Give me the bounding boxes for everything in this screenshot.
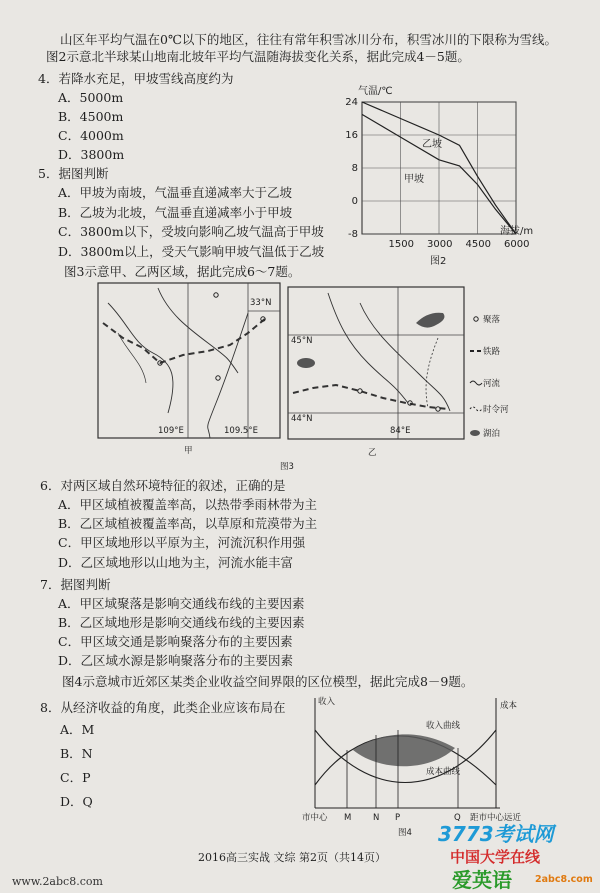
q6-option-c: C．甲区域地形以平原为主，河流沉积作用强 (58, 535, 306, 550)
fig2-xtick-0: 1500 (388, 239, 414, 250)
legend-lake: 湖泊 (483, 429, 501, 439)
fig4-income-label: 收入曲线 (426, 721, 461, 731)
fig2-ylabel: 气温/℃ (358, 86, 393, 97)
q8-option-c: C．P (60, 770, 91, 785)
q5-option-a: A．甲坡为南坡，气温垂直递减率大于乙坡 (58, 185, 293, 200)
q6-option-b: B．乙区域植被覆盖率高，以草原和荒漠带为主 (58, 516, 318, 531)
fig2-ytick-0: 24 (345, 97, 358, 108)
fig2-ytick-1: 16 (345, 130, 358, 141)
q8-option-a: A．M (60, 722, 95, 737)
watermark-right-top: 3773考试网 (438, 822, 554, 846)
map-a-river-3 (208, 313, 248, 438)
q5-option-c: C．3800m以下，受坡向影响乙坡气温高于甲坡 (58, 224, 324, 239)
legend-river-symbol (470, 381, 482, 385)
fig2-caption: 图2 (430, 256, 447, 267)
map-a-lat-label: 33°N (250, 298, 272, 308)
map-b-label: 乙 (368, 448, 377, 458)
q5-option-d: D．3800m以上，受天气影响甲坡气温低于乙坡 (58, 244, 325, 259)
q4-stem: 4．若降水充足，甲坡雪线高度约为 (38, 71, 234, 86)
q6-stem: 6．对两区域自然环境特征的叙述，正确的是 (40, 478, 286, 493)
page-footer: 2016高三实战 文综 第2页（共14页） (198, 851, 386, 864)
map-a-label: 甲 (184, 446, 193, 456)
q6-option-a: A．甲区域植被覆盖率高，以热带季雨林带为主 (58, 497, 318, 512)
map-b-lake-2 (416, 313, 444, 328)
fig3-intro: 图3示意甲、乙两区域，据此完成6～7题。 (64, 264, 301, 279)
map-a-settlement-2 (216, 376, 220, 380)
map-a-river-1 (108, 303, 173, 413)
legend-seasonal-river: 时令河 (483, 405, 509, 415)
legend-river: 河流 (483, 379, 501, 389)
watermark-left: www.2abc8.com (12, 875, 103, 888)
q8-stem: 8．从经济收益的角度，此类企业应该布局在 (40, 700, 286, 715)
map-a-lon2-label: 109.5°E (224, 426, 258, 436)
intro-line-2: 图2示意北半球某山地南北坡年平均气温随海拔变化关系，据此完成4－5题。 (46, 49, 470, 64)
fig4-tick-q: Q (454, 813, 461, 823)
legend-settlement-symbol (474, 317, 478, 321)
fig4-tick-center: 市中心 (302, 813, 328, 823)
figure-2-chart (330, 84, 534, 274)
fig4-xlabel: 距市中心远近 (470, 813, 522, 823)
fig4-ylabel-left: 收入 (318, 697, 336, 707)
q7-option-a: A．甲区域聚落是影响交通线布线的主要因素 (58, 596, 305, 611)
watermark-right-mid: 中国大学在线 (450, 848, 541, 866)
fig2-xtick-2: 4500 (465, 239, 491, 250)
map-b-lat2-label: 44°N (291, 414, 313, 424)
q5-stem: 5．据图判断 (38, 166, 109, 181)
q4-option-b: B．4500m (58, 109, 124, 124)
q5-option-b: B．乙坡为北坡，气温垂直递减率小于甲坡 (58, 205, 293, 220)
map-b-lat1-label: 45°N (291, 336, 313, 346)
fig2-curve-label-yi: 乙坡 (422, 139, 442, 150)
fig2-ytick-2: 8 (351, 163, 358, 174)
figure-3-maps (98, 283, 509, 473)
legend-seasonal-river-symbol (470, 407, 482, 411)
fig4-tick-p: P (395, 813, 401, 823)
fig4-cost-label: 成本曲线 (426, 767, 461, 777)
fig4-caption: 图4 (398, 828, 412, 838)
q7-option-c: C．甲区域交通是影响聚落分布的主要因素 (58, 634, 293, 649)
map-b-river-1 (328, 293, 408, 403)
q8-option-d: D．Q (60, 794, 93, 809)
watermark-right-small: 2abc8.com (535, 874, 593, 885)
fig4-intro: 图4示意城市近郊区某类企业收益空间界限的区位模型，据此完成8－9题。 (62, 674, 474, 689)
fig4-tick-m: M (344, 813, 352, 823)
fig2-ytick-4: -8 (348, 229, 358, 240)
q7-stem: 7．据图判断 (40, 577, 111, 592)
fig2-xtick-3: 6000 (504, 239, 530, 250)
fig4-tick-n: N (373, 813, 380, 823)
q7-option-d: D．乙区域水源是影响聚落分布的主要因素 (58, 653, 294, 668)
q4-option-d: D．3800m (58, 147, 125, 162)
fig3-caption: 图3 (280, 462, 294, 472)
legend-settlement: 聚落 (483, 315, 501, 325)
map-b-seasonal-river (426, 338, 438, 408)
watermark-right-bottom: 爱英语 (452, 868, 512, 892)
fig4-ylabel-right: 成本 (500, 701, 518, 711)
map-a-river-4 (118, 333, 146, 383)
map-b-lon-label: 84°E (390, 426, 411, 436)
q4-option-c: C．4000m (58, 128, 124, 143)
fig2-ytick-3: 0 (351, 196, 358, 207)
q8-option-b: B．N (60, 746, 93, 761)
map-a-lon1-label: 109°E (158, 426, 184, 436)
map-b-railway (293, 385, 448, 409)
legend-lake-symbol (470, 430, 480, 436)
fig4-profit-region (353, 734, 455, 766)
q7-option-b: B．乙区域地形是影响交通线布线的主要因素 (58, 615, 305, 630)
intro-line-1: 山区年平均气温在0℃以下的地区，往往有常年积雪冰川分布，积雪冰川的下限称为雪线。 (60, 32, 557, 47)
fig2-xlabel: 海拔/m (500, 226, 534, 237)
q6-option-d: D．乙区域地形以山地为主，河流水能丰富 (58, 555, 294, 570)
fig2-xtick-1: 3000 (427, 239, 453, 250)
map-a-settlement-4 (214, 293, 218, 297)
fig2-curve-label-jia: 甲坡 (404, 174, 424, 185)
legend-railway: 铁路 (483, 347, 501, 357)
map-b-lake-1 (297, 358, 315, 368)
q4-option-a: A．5000m (58, 90, 124, 105)
